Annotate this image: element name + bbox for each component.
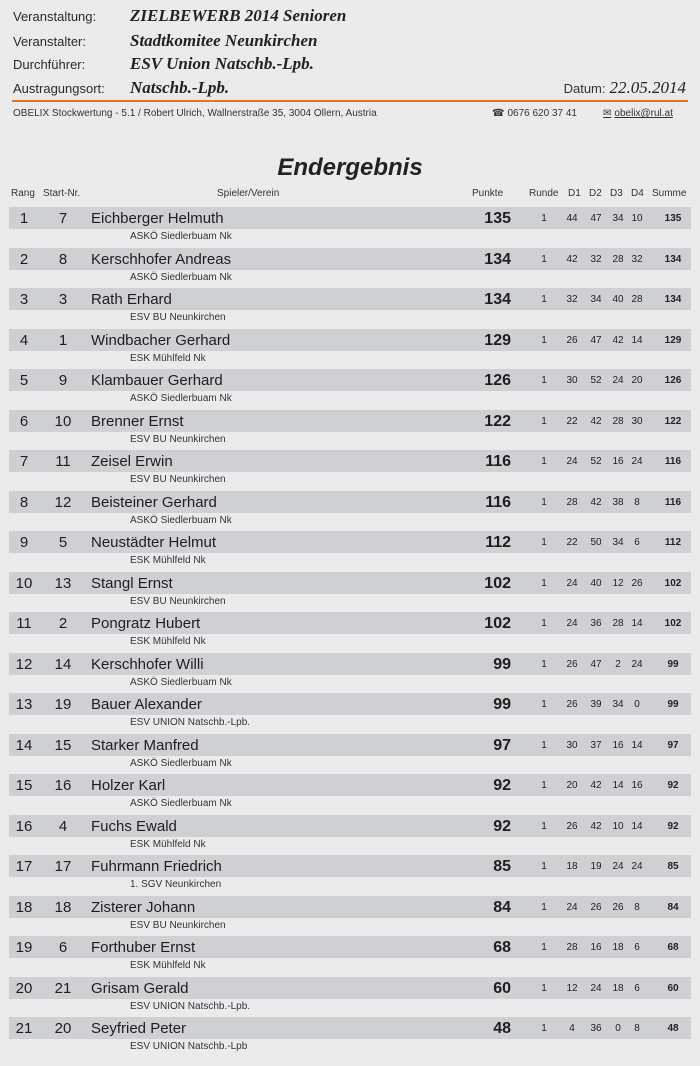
d4-cell: 6	[634, 942, 640, 953]
d2-cell: 52	[590, 456, 602, 467]
datum	[564, 78, 686, 98]
d4-cell: 24	[631, 861, 643, 872]
col-d1: D1	[568, 188, 581, 199]
runde-cell: 1	[541, 375, 547, 386]
d1-cell: 26	[566, 658, 578, 670]
col-summe: Summe	[652, 188, 687, 199]
start-nr-cell: 5	[58, 534, 68, 551]
runde-cell: 1	[541, 820, 547, 832]
player-name: Windbacher Gerhard	[91, 331, 231, 349]
rang-cell: 16	[15, 817, 33, 835]
d4-cell: 14	[631, 739, 643, 751]
d4-cell: 24	[631, 658, 643, 670]
d2-cell: 50	[590, 537, 602, 548]
d1-cell: 32	[566, 294, 578, 305]
d3-cell: 18	[612, 942, 624, 953]
punkte-cell: 92	[493, 817, 511, 835]
table-row	[9, 329, 691, 370]
player-club: ASKÖ Siedlerbuam Nk	[130, 676, 232, 688]
d3-cell: 40	[612, 294, 624, 305]
ort-label: Austragungsort:	[13, 81, 105, 96]
punkte-cell: 97	[493, 736, 511, 754]
runde-cell: 1	[541, 982, 547, 994]
punkte-cell: 84	[493, 898, 511, 916]
runde-cell: 1	[541, 942, 547, 953]
col-rang: Rang	[11, 188, 35, 199]
player-club: 1. SGV Neunkirchen	[130, 879, 222, 890]
punkte-cell: 48	[493, 1020, 511, 1037]
d2-cell: 47	[590, 658, 602, 670]
start-nr-cell: 7	[58, 210, 68, 227]
summe-cell: 116	[664, 456, 682, 467]
player-name: Seyfried Peter	[91, 1020, 187, 1037]
table-row	[9, 977, 691, 1018]
punkte-cell: 102	[484, 574, 511, 592]
d4-cell: 14	[631, 820, 643, 832]
col-d4: D4	[631, 188, 644, 199]
rang-cell: 20	[15, 979, 33, 997]
punkte-cell: 135	[484, 210, 511, 227]
rang-cell: 14	[15, 736, 33, 754]
header-durchfuehrer	[0, 54, 700, 78]
rang-cell: 2	[19, 250, 29, 268]
d2-cell: 47	[590, 334, 602, 346]
d1-cell: 30	[566, 739, 578, 751]
rang-cell: 18	[15, 898, 33, 916]
d4-cell: 24	[631, 456, 643, 467]
summe-cell: 102	[664, 618, 682, 629]
runde-cell: 1	[541, 415, 547, 427]
table-row	[9, 815, 691, 856]
phone-number: 0676 620 37 41	[507, 108, 577, 119]
player-club: ESV BU Neunkirchen	[130, 312, 226, 323]
player-name: Starker Manfred	[91, 736, 199, 754]
d3-cell: 28	[612, 253, 624, 265]
summe-cell: 102	[664, 577, 682, 589]
ort-value: Natschb.-Lpb.	[130, 78, 230, 97]
d1-cell: 20	[566, 780, 578, 791]
rang-cell: 3	[19, 291, 29, 308]
d2-cell: 34	[590, 294, 602, 305]
rang-cell: 5	[19, 372, 29, 389]
runde-cell: 1	[541, 334, 547, 346]
d3-cell: 34	[612, 537, 624, 548]
d2-cell: 19	[590, 861, 602, 872]
d3-cell: 42	[612, 334, 624, 346]
d4-cell: 28	[631, 294, 643, 305]
player-club: ESV BU Neunkirchen	[130, 474, 226, 485]
summe-cell: 97	[667, 739, 679, 751]
player-club: ESK Mühlfeld Nk	[130, 838, 206, 850]
summe-cell: 92	[667, 780, 679, 791]
d3-cell: 26	[612, 901, 624, 913]
player-club: ASKÖ Siedlerbuam Nk	[130, 271, 232, 283]
d1-cell: 44	[566, 213, 578, 224]
player-name: Holzer Karl	[91, 777, 166, 794]
player-name: Stangl Ernst	[91, 574, 173, 592]
d4-cell: 16	[631, 780, 643, 791]
d1-cell: 18	[566, 861, 578, 872]
d4-cell: 6	[634, 537, 640, 548]
d3-cell: 16	[612, 456, 624, 467]
player-club: ASKÖ Siedlerbuam Nk	[130, 798, 232, 809]
rang-cell: 10	[15, 574, 33, 592]
runde-cell: 1	[541, 739, 547, 751]
d1-cell: 24	[566, 901, 578, 913]
punkte-cell: 134	[484, 250, 511, 268]
start-nr-cell: 17	[54, 858, 72, 875]
start-nr-cell: 6	[58, 939, 68, 956]
punkte-cell: 99	[493, 655, 511, 673]
summe-cell: 99	[667, 658, 679, 670]
runde-cell: 1	[541, 294, 547, 305]
d1-cell: 22	[566, 415, 578, 427]
runde-cell: 1	[541, 537, 547, 548]
punkte-cell: 116	[485, 453, 511, 470]
player-club: ESV UNION Natschb.-Lpb	[130, 1041, 248, 1052]
d2-cell: 47	[590, 213, 602, 224]
datum-label: Datum:	[563, 81, 606, 96]
rang-cell: 12	[15, 655, 33, 673]
start-nr-cell: 13	[54, 574, 72, 592]
d1-cell: 24	[566, 618, 578, 629]
durchfuehrer-label: Durchführer:	[13, 57, 86, 72]
start-nr-cell: 1	[58, 331, 68, 349]
d3-cell: 14	[612, 780, 624, 791]
d1-cell: 28	[566, 942, 578, 953]
player-name: Grisam Gerald	[91, 979, 189, 997]
d3-cell: 38	[612, 496, 624, 508]
start-nr-cell: 12	[54, 493, 72, 511]
d3-cell: 18	[612, 982, 624, 994]
start-nr-cell: 10	[54, 412, 72, 430]
header-veranstaltung	[0, 6, 700, 30]
veranstaltung-value: ZIELBEWERB 2014 Senioren	[130, 6, 347, 25]
punkte-cell: 112	[485, 534, 511, 551]
d2-cell: 16	[590, 942, 602, 953]
rang-cell: 13	[15, 696, 33, 713]
table-row	[9, 288, 691, 329]
player-name: Klambauer Gerhard	[91, 372, 223, 389]
d4-cell: 8	[634, 901, 640, 913]
runde-cell: 1	[541, 618, 547, 629]
rang-cell: 9	[19, 534, 29, 551]
d3-cell: 24	[612, 861, 624, 872]
summe-cell: 99	[667, 699, 679, 710]
runde-cell: 1	[541, 658, 547, 670]
summe-cell: 126	[664, 375, 682, 386]
summe-cell: 116	[664, 496, 682, 508]
d2-cell: 40	[590, 577, 602, 589]
player-club: ESV UNION Natschb.-Lpb.	[130, 717, 251, 728]
d3-cell: 12	[612, 577, 624, 589]
d2-cell: 42	[590, 780, 602, 791]
summe-cell: 112	[664, 537, 682, 548]
runde-cell: 1	[541, 901, 547, 913]
d1-cell: 42	[566, 253, 578, 265]
rang-cell: 19	[15, 939, 33, 956]
player-name: Zeisel Erwin	[91, 453, 173, 470]
summe-cell: 92	[667, 820, 679, 832]
player-club: ASKÖ Siedlerbuam Nk	[130, 231, 232, 242]
d2-cell: 42	[590, 415, 602, 427]
start-nr-cell: 2	[58, 615, 68, 632]
punkte-cell: 102	[484, 615, 511, 632]
rang-cell: 17	[15, 858, 33, 875]
veranstalter-label: Veranstalter:	[13, 34, 86, 49]
d2-cell: 42	[590, 496, 602, 508]
start-nr-cell: 11	[55, 453, 71, 470]
d3-cell: 2	[615, 658, 621, 670]
player-club: ESV BU Neunkirchen	[130, 595, 226, 607]
punkte-cell: 99	[493, 696, 511, 713]
d3-cell: 10	[612, 820, 624, 832]
punkte-cell: 116	[485, 493, 511, 511]
punkte-cell: 122	[484, 412, 511, 430]
rang-cell: 4	[19, 331, 29, 349]
player-club: ASKÖ Siedlerbuam Nk	[130, 393, 232, 404]
header-veranstalter	[0, 31, 700, 55]
page-title: Endergebnis	[277, 154, 423, 181]
start-nr-cell: 18	[54, 898, 72, 916]
summe-cell: 135	[664, 213, 682, 224]
player-name: Beisteiner Gerhard	[91, 493, 217, 511]
d1-cell: 4	[569, 1023, 575, 1034]
rang-cell: 8	[19, 493, 29, 511]
start-nr-cell: 9	[58, 372, 68, 389]
d3-cell: 0	[615, 1023, 621, 1034]
player-club: ESV BU Neunkirchen	[130, 919, 226, 931]
table-row	[9, 855, 691, 896]
rang-cell: 1	[19, 210, 29, 227]
start-nr-cell: 16	[54, 777, 72, 794]
punkte-cell: 129	[484, 331, 511, 349]
d2-cell: 32	[590, 253, 602, 265]
punkte-cell: 92	[493, 777, 511, 794]
d3-cell: 34	[612, 699, 624, 710]
player-name: Fuchs Ewald	[91, 817, 177, 835]
d1-cell: 24	[566, 577, 578, 589]
player-name: Bauer Alexander	[91, 696, 202, 713]
table-row	[9, 896, 691, 937]
runde-cell: 1	[541, 699, 547, 710]
player-club: ESK Mühlfeld Nk	[130, 960, 206, 971]
player-name: Neustädter Helmut	[91, 534, 217, 551]
player-name: Kerschhofer Andreas	[91, 250, 232, 268]
d2-cell: 42	[590, 820, 602, 832]
summe-cell: 85	[667, 861, 679, 872]
runde-cell: 1	[541, 1023, 547, 1034]
punkte-cell: 68	[493, 939, 511, 956]
player-name: Kerschhofer Willi	[91, 655, 204, 673]
header-divider	[12, 100, 688, 102]
player-name: Fuhrmann Friedrich	[91, 858, 222, 875]
summe-cell: 134	[664, 294, 682, 305]
d4-cell: 20	[631, 375, 643, 386]
d3-cell: 16	[612, 739, 624, 751]
start-nr-cell: 14	[54, 655, 72, 673]
email-address[interactable]: obelix@rul.at	[614, 108, 673, 119]
player-name: Forthuber Ernst	[91, 939, 196, 956]
d2-cell: 36	[590, 1023, 602, 1034]
start-nr-cell: 21	[54, 979, 72, 997]
table-row	[9, 369, 691, 410]
software-credit: OBELIX Stockwertung - 5.1 / Robert Ulrich, Wallnerstraße 35, 3004 Ollern, Austria	[13, 108, 377, 119]
player-name: Eichberger Helmuth	[91, 210, 224, 227]
summe-cell: 68	[667, 942, 679, 953]
start-nr-cell: 8	[58, 250, 68, 268]
table-row	[9, 1017, 691, 1058]
table-row	[9, 491, 691, 532]
phone-contact	[492, 108, 577, 119]
table-row	[9, 410, 691, 451]
d4-cell: 6	[634, 982, 640, 994]
player-club: ESV UNION Natschb.-Lpb.	[130, 1000, 251, 1012]
summe-cell: 60	[667, 982, 679, 994]
d4-cell: 14	[631, 334, 643, 346]
player-club: ESK Mühlfeld Nk	[130, 352, 206, 364]
runde-cell: 1	[541, 577, 547, 589]
d3-cell: 28	[612, 415, 624, 427]
col-punkte: Punkte	[472, 188, 504, 199]
d4-cell: 8	[634, 496, 640, 508]
d4-cell: 10	[631, 213, 643, 224]
table-row	[9, 612, 691, 653]
d2-cell: 24	[590, 982, 602, 994]
d2-cell: 36	[590, 618, 602, 629]
d1-cell: 28	[566, 496, 578, 508]
runde-cell: 1	[541, 861, 547, 872]
summe-cell: 134	[664, 253, 682, 265]
table-row	[9, 936, 691, 977]
table-row	[9, 653, 691, 694]
d1-cell: 24	[566, 456, 578, 467]
rang-cell: 11	[16, 615, 32, 632]
punkte-cell: 134	[484, 291, 511, 308]
punkte-cell: 126	[484, 372, 511, 389]
player-name: Rath Erhard	[91, 291, 172, 308]
d4-cell: 32	[631, 253, 643, 265]
table-row	[9, 774, 691, 815]
table-row	[9, 734, 691, 775]
col-d2: D2	[589, 188, 602, 199]
rang-cell: 6	[19, 412, 29, 430]
col-d3: D3	[610, 188, 623, 199]
d2-cell: 37	[590, 739, 602, 751]
d1-cell: 26	[566, 699, 578, 710]
rang-cell: 15	[15, 777, 33, 794]
table-row	[9, 693, 691, 734]
email-contact[interactable]	[603, 108, 673, 119]
d4-cell: 14	[631, 618, 643, 629]
veranstalter-value: Stadtkomitee Neunkirchen	[130, 31, 318, 50]
punkte-cell: 60	[493, 979, 511, 997]
d2-cell: 52	[590, 375, 602, 386]
punkte-cell: 85	[493, 858, 511, 875]
start-nr-cell: 20	[54, 1020, 72, 1037]
player-club: ASKÖ Siedlerbuam Nk	[130, 514, 232, 526]
d1-cell: 30	[566, 375, 578, 386]
runde-cell: 1	[541, 213, 547, 224]
d3-cell: 28	[612, 618, 624, 629]
veranstaltung-label: Veranstaltung:	[13, 9, 97, 24]
d1-cell: 26	[566, 334, 578, 346]
d4-cell: 26	[631, 577, 643, 589]
d2-cell: 26	[590, 901, 602, 913]
d4-cell: 8	[634, 1023, 640, 1034]
player-club: ASKÖ Siedlerbuam Nk	[130, 757, 232, 769]
d1-cell: 26	[566, 820, 578, 832]
col-start: Start-Nr.	[43, 188, 81, 199]
start-nr-cell: 15	[54, 736, 72, 754]
d3-cell: 24	[612, 375, 624, 386]
phone-icon: ☎	[492, 108, 505, 119]
summe-cell: 48	[667, 1023, 679, 1034]
player-club: ESK Mühlfeld Nk	[130, 636, 206, 647]
player-name: Brenner Ernst	[91, 412, 184, 430]
summe-cell: 122	[664, 415, 682, 427]
d1-cell: 12	[566, 982, 578, 994]
table-row	[9, 248, 691, 289]
table-row	[9, 450, 691, 491]
datum-value: 22.05.2014	[609, 78, 686, 97]
d1-cell: 22	[566, 537, 578, 548]
player-name: Zisterer Johann	[91, 898, 196, 916]
player-club: ESK Mühlfeld Nk	[130, 555, 206, 566]
table-row	[9, 207, 691, 248]
d4-cell: 0	[634, 699, 640, 710]
col-spieler: Spieler/Verein	[217, 188, 280, 199]
player-name: Pongratz Hubert	[91, 615, 201, 632]
d3-cell: 34	[612, 213, 624, 224]
runde-cell: 1	[541, 253, 547, 265]
summe-cell: 84	[667, 901, 679, 913]
rang-cell: 21	[15, 1020, 33, 1037]
d4-cell: 30	[631, 415, 643, 427]
envelope-icon: ✉	[603, 108, 612, 119]
summe-cell: 129	[664, 334, 682, 346]
table-row	[9, 531, 691, 572]
start-nr-cell: 19	[54, 696, 72, 713]
rang-cell: 7	[19, 453, 29, 470]
col-runde: Runde	[529, 188, 559, 199]
durchfuehrer-value: ESV Union Natschb.-Lpb.	[130, 54, 314, 73]
runde-cell: 1	[541, 496, 547, 508]
runde-cell: 1	[541, 456, 547, 467]
player-club: ESV BU Neunkirchen	[130, 433, 226, 445]
start-nr-cell: 4	[58, 817, 68, 835]
d2-cell: 39	[590, 699, 602, 710]
table-row	[9, 572, 691, 613]
start-nr-cell: 3	[58, 291, 68, 308]
runde-cell: 1	[541, 780, 547, 791]
